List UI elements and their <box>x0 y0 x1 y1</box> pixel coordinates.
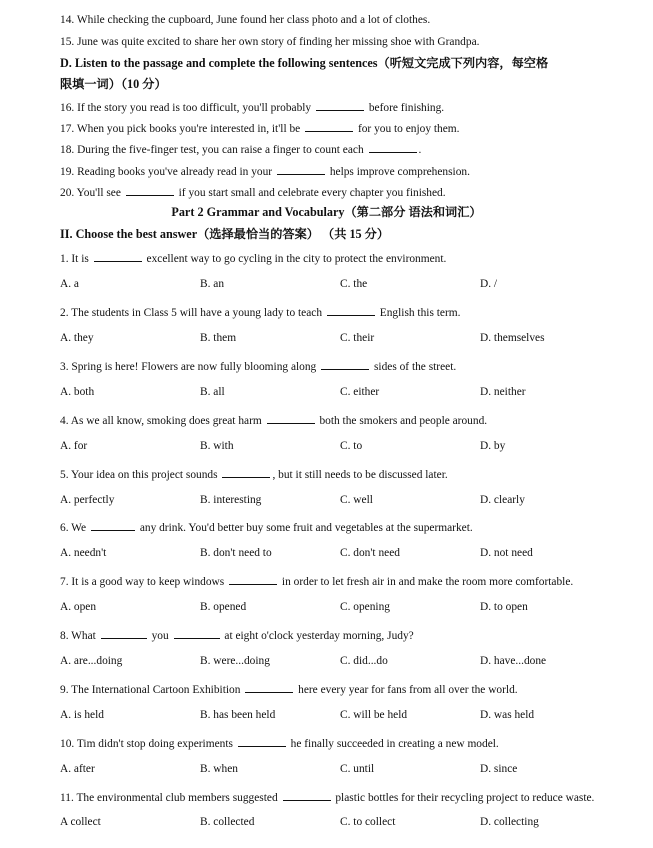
q4-option-c[interactable]: C. to <box>340 440 363 452</box>
q8-option-d[interactable]: D. have...done <box>480 655 547 667</box>
answer-blank[interactable] <box>174 627 220 639</box>
section-ii-heading: II. Choose the best answer（选择最恰当的答案） （共 15 分） <box>60 227 390 241</box>
statement-14: 14. While checking the cupboard, June found her class photo and a lot of clothes. <box>60 14 431 26</box>
q3-option-b[interactable]: B. all <box>200 386 225 398</box>
question-7-stem: 7. It is a good way to keep windows in order to let fresh air in and make the room more comfortable. <box>60 573 573 589</box>
question-1-stem: 1. It is excellent way to go cycling in the city to protect the environment. <box>60 250 446 266</box>
q5-option-c[interactable]: C. well <box>340 494 373 506</box>
answer-blank[interactable] <box>305 120 353 132</box>
q11-option-d[interactable]: D. collecting <box>480 816 539 828</box>
answer-blank[interactable] <box>101 627 147 639</box>
question-3-stem: 3. Spring is here! Flowers are now fully blooming along sides of the street. <box>60 358 456 374</box>
q10-option-a[interactable]: A. after <box>60 763 95 775</box>
question-6-stem: 6. We any drink. You'd better buy some fruit and vegetables at the supermarket. <box>60 519 473 535</box>
answer-blank[interactable] <box>283 789 331 801</box>
q10-option-d[interactable]: D. since <box>480 763 518 775</box>
q11-option-b[interactable]: B. collected <box>200 816 255 828</box>
part2-title: Part 2 Grammar and Vocabulary（第二部分 语法和词汇） <box>171 205 482 219</box>
q1-option-c[interactable]: C. the <box>340 278 368 290</box>
q2-option-c[interactable]: C. their <box>340 332 375 344</box>
q6-option-a[interactable]: A. needn't <box>60 547 107 559</box>
q1-option-b[interactable]: B. an <box>200 278 225 290</box>
q9-option-d[interactable]: D. was held <box>480 709 535 721</box>
q5-option-b[interactable]: B. interesting <box>200 494 262 506</box>
answer-blank[interactable] <box>238 735 286 747</box>
section-d-heading-cont: 限填一词）（10 分） <box>60 77 167 91</box>
q7-option-d[interactable]: D. to open <box>480 601 528 613</box>
q3-option-c[interactable]: C. either <box>340 386 380 398</box>
q5-option-d[interactable]: D. clearly <box>480 494 525 506</box>
answer-blank[interactable] <box>91 519 135 531</box>
q7-option-b[interactable]: B. opened <box>200 601 247 613</box>
q9-option-b[interactable]: B. has been held <box>200 709 276 721</box>
question-5-stem: 5. Your idea on this project sounds , but it still needs to be discussed later. <box>60 466 448 482</box>
q4-option-a[interactable]: A. for <box>60 440 88 452</box>
question-8-stem: 8. What you at eight o'clock yesterday morning, Judy? <box>60 627 414 643</box>
q3-option-a[interactable]: A. both <box>60 386 95 398</box>
q4-option-d[interactable]: D. by <box>480 440 506 452</box>
q6-option-b[interactable]: B. don't need to <box>200 547 272 559</box>
q11-option-a[interactable]: A collect <box>60 816 101 828</box>
q2-option-a[interactable]: A. they <box>60 332 94 344</box>
q1-option-a[interactable]: A. a <box>60 278 79 290</box>
question-9-stem: 9. The International Cartoon Exhibition here every year for fans from all over the world. <box>60 681 518 697</box>
answer-blank[interactable] <box>316 99 364 111</box>
statement-15: 15. June was quite excited to share her own story of finding her missing shoe with Grandpa. <box>60 36 480 48</box>
q8-option-b[interactable]: B. were...doing <box>200 655 270 667</box>
fill-item-16: 16. If the story you read is too difficult, you'll probably before finishing. <box>60 99 444 115</box>
question-11-stem: 11. The environmental club members suggested plastic bottles for their recycling project to reduce waste. <box>60 789 594 805</box>
q3-option-d[interactable]: D. neither <box>480 386 526 398</box>
answer-blank[interactable] <box>277 163 325 175</box>
q1-option-d[interactable]: D. / <box>480 278 498 290</box>
fill-item-20: 20. You'll see if you start small and celebrate every chapter you finished. <box>60 184 446 200</box>
answer-blank[interactable] <box>267 412 315 424</box>
q6-option-c[interactable]: C. don't need <box>340 547 400 559</box>
question-2-stem: 2. The students in Class 5 will have a young lady to teach English this term. <box>60 304 460 320</box>
answer-blank[interactable] <box>94 250 142 262</box>
q11-option-c[interactable]: C. to collect <box>340 816 396 828</box>
question-4-stem: 4. As we all know, smoking does great harm both the smokers and people around. <box>60 412 487 428</box>
q7-option-a[interactable]: A. open <box>60 601 97 613</box>
section-d-heading: D. Listen to the passage and complete the following sentences（听短文完成下列内容，每空格 <box>60 56 549 70</box>
question-10-stem: 10. Tim didn't stop doing experiments he finally succeeded in creating a new model. <box>60 735 499 751</box>
q2-option-d[interactable]: D. themselves <box>480 332 545 344</box>
answer-blank[interactable] <box>229 573 277 585</box>
q7-option-c[interactable]: C. opening <box>340 601 390 613</box>
answer-blank[interactable] <box>369 141 417 153</box>
answer-blank[interactable] <box>321 358 369 370</box>
q6-option-d[interactable]: D. not need <box>480 547 533 559</box>
q10-option-b[interactable]: B. when <box>200 763 238 775</box>
q8-option-c[interactable]: C. did...do <box>340 655 388 667</box>
fill-item-18: 18. During the five-finger test, you can raise a finger to count each . <box>60 141 421 157</box>
answer-blank[interactable] <box>222 466 270 478</box>
q10-option-c[interactable]: C. until <box>340 763 375 775</box>
q5-option-a[interactable]: A. perfectly <box>60 494 115 506</box>
answer-blank[interactable] <box>126 184 174 196</box>
q8-option-a[interactable]: A. are...doing <box>60 655 123 667</box>
q9-option-a[interactable]: A. is held <box>60 709 104 721</box>
q9-option-c[interactable]: C. will be held <box>340 709 408 721</box>
q2-option-b[interactable]: B. them <box>200 332 237 344</box>
fill-item-17: 17. When you pick books you're interested in, it'll be for you to enjoy them. <box>60 120 460 136</box>
fill-item-19: 19. Reading books you've already read in your helps improve comprehension. <box>60 163 470 179</box>
q4-option-b[interactable]: B. with <box>200 440 234 452</box>
answer-blank[interactable] <box>245 681 293 693</box>
answer-blank[interactable] <box>327 304 375 316</box>
